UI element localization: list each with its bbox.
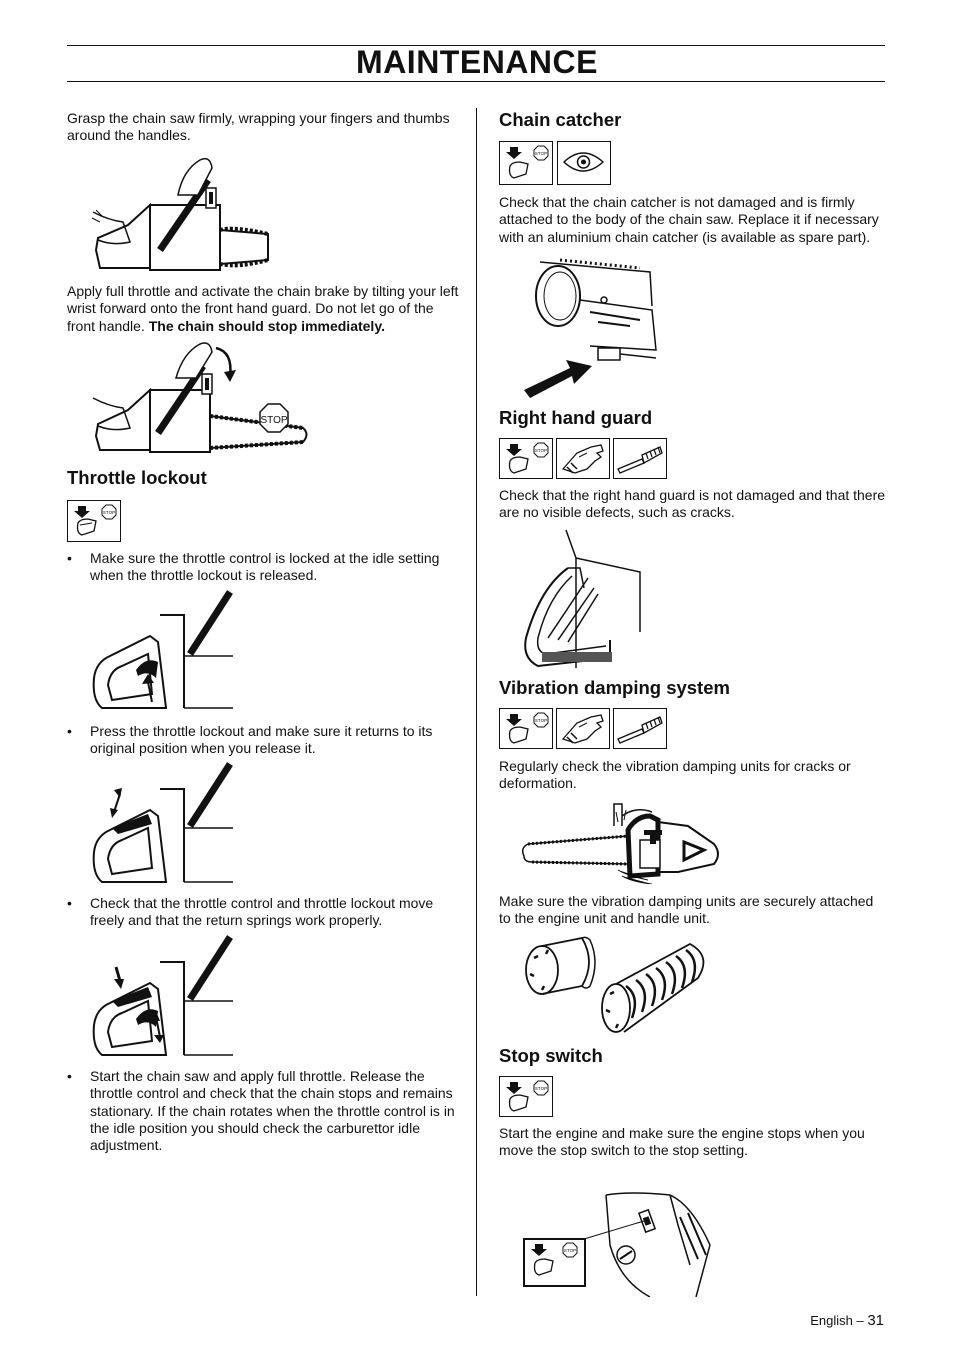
right-guard-brush-icon-box	[613, 438, 667, 479]
grasp-paragraph: Grasp the chain saw firmly, wrapping your fingers and thumbs around the handles.	[67, 110, 450, 144]
right-guard-paragraph: Check that the right hand guard is not damaged and that there are no visible defects, such as cracks.	[499, 487, 886, 521]
stop-engine-icon	[68, 501, 119, 540]
right-hand-guard-illustration	[518, 528, 648, 670]
chain-brake-emphasis: The chain should stop immediately.	[148, 317, 385, 334]
vibration-stop-icon-box	[499, 708, 553, 749]
page-footer	[810, 1312, 884, 1329]
eye-icon	[558, 142, 609, 183]
bullet-text: Start the chain saw and apply full throttle. Release the throttle control and check that the chain stops and remains stationary. If the chain rotates when the throttle control is in the idle position you should check the carburettor idle adjustment.	[90, 1068, 455, 1154]
bullet-mark: •	[67, 895, 72, 911]
bullet-text: Press the throttle lockout and make sure it returns to its original position when you release it.	[90, 723, 433, 757]
chain-catcher-stop-icon-box	[499, 141, 553, 185]
right-hand-guard-heading: Right hand guard	[499, 407, 653, 428]
stop-engine-icon	[500, 439, 551, 477]
icon-stop-label: STOP	[534, 151, 548, 156]
icon-stop-label: STOP	[534, 718, 548, 723]
chain-brake-paragraph	[67, 283, 459, 335]
bullet-text: Make sure the throttle control is locked at the idle setting when the throttle lockout is released.	[90, 550, 440, 584]
right-guard-stop-icon-box	[499, 438, 553, 479]
icon-stop-label: STOP	[534, 448, 548, 453]
glove-icon	[557, 709, 608, 747]
brush-icon	[614, 709, 665, 747]
right-guard-glove-icon-box	[556, 438, 610, 479]
vibration-brush-icon-box	[613, 708, 667, 749]
bullet-text: Check that the throttle control and throttle lockout move freely and that the return springs work properly.	[90, 895, 434, 929]
bullet-mark: •	[67, 1068, 72, 1084]
chain-catcher-illustration	[520, 250, 660, 398]
stop-switch-illustration	[520, 1165, 715, 1297]
bullet-mark: •	[67, 723, 72, 739]
vibration-glove-icon-box	[556, 708, 610, 749]
icon-stop-label: STOP	[102, 510, 116, 515]
throttle-lockout-heading: Throttle lockout	[67, 467, 207, 488]
stop-sign-label: STOP	[260, 415, 288, 426]
vibration-heading: Vibration damping system	[499, 677, 730, 698]
vibration-paragraph-1: Regularly check the vibration damping units for cracks or deformation.	[499, 758, 851, 792]
header-bottom-rule	[67, 81, 885, 82]
footer-language: English	[810, 1313, 853, 1328]
inspect-eye-icon-box	[557, 141, 611, 185]
throttle-idle-illustration	[88, 590, 238, 710]
stop-engine-icon	[500, 1077, 551, 1115]
stop-engine-icon	[500, 709, 551, 747]
stop-switch-paragraph: Start the engine and make sure the engine stops when you move the stop switch to the stop setting.	[499, 1125, 865, 1159]
bullet-mark: •	[67, 550, 72, 566]
vibration-paragraph-2: Make sure the vibration damping units are securely attached to the engine unit and handle unit.	[499, 893, 874, 927]
grasp-chainsaw-illustration	[88, 150, 278, 275]
throttle-lockout-return-illustration	[88, 762, 238, 884]
footer-separator: –	[856, 1313, 864, 1328]
icon-stop-label: STOP	[534, 1086, 548, 1091]
damping-units-illustration	[520, 932, 710, 1037]
throttle-springs-illustration	[88, 935, 238, 1057]
chain-brake-text: Apply full throttle and activate the chain brake by tilting your left wrist forward onto the front hand guard. Do not let go of the front handle.	[67, 283, 459, 334]
vibration-damping-saw-illustration	[518, 796, 723, 884]
icon-stop-label: STOP	[563, 1248, 577, 1253]
page-number: 31	[867, 1312, 884, 1329]
chain-brake-illustration	[88, 338, 313, 458]
stop-engine-icon	[500, 142, 551, 183]
stop-switch-heading: Stop switch	[499, 1045, 603, 1066]
brush-icon	[614, 439, 665, 477]
glove-icon	[557, 439, 608, 477]
column-divider	[476, 108, 477, 1296]
chain-catcher-heading: Chain catcher	[499, 109, 622, 130]
chain-catcher-paragraph: Check that the chain catcher is not damaged and is firmly attached to the body of the chain saw. Replace it if necessary with an aluminium chain catcher (is available as spare part).	[499, 194, 879, 245]
throttle-lockout-icon-box	[67, 500, 121, 542]
page-title: MAINTENANCE	[356, 44, 598, 80]
stop-switch-icon-box	[499, 1076, 553, 1117]
